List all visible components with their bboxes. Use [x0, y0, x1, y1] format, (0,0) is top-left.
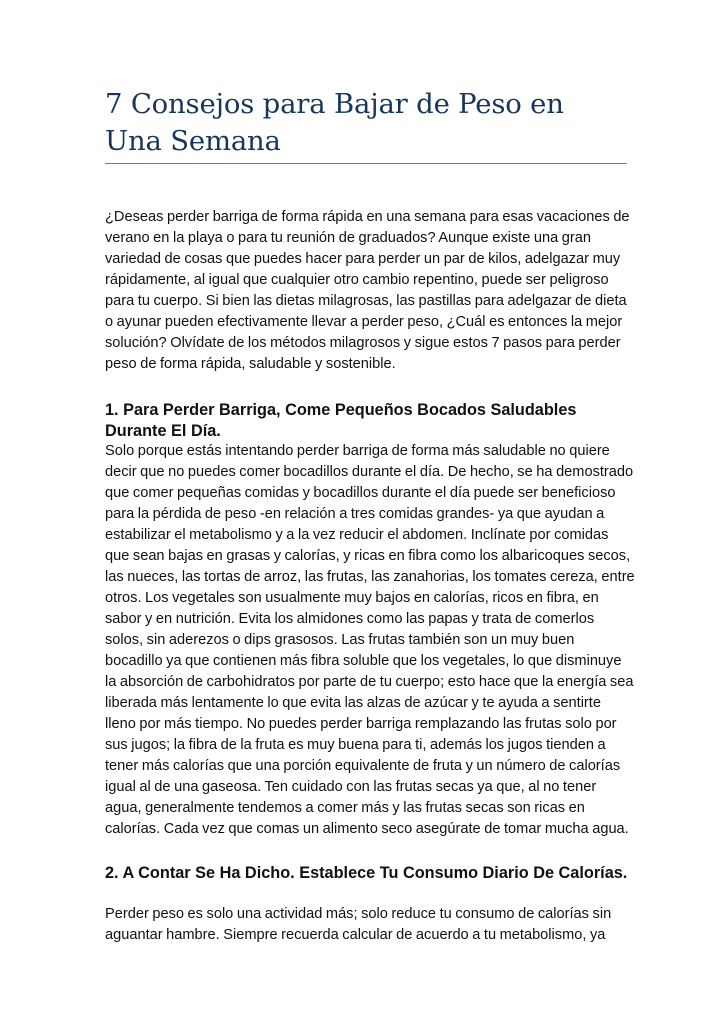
intro-paragraph: ¿Deseas perder barriga de forma rápida en una semana para esas vacaciones de verano en la playa o para tu reunión de graduados? Aunque existe una gran variedad de cosas que puedes hacer para perder un par de kilos, adelgazar muy rápidamente, al igual que cualquier otro cambio repentino, puede ser peligroso para tu cuerpo. Si bien las dietas milagrosas, las pastillas para adelgazar de dieta o ayunar pueden efectivamente llevar a perder peso, ¿Cuál es entonces la mejor solución? Olvídate de los métodos milagrosos y sigue estos 7 pasos para perder peso de forma rápida, saludable y sostenible. [105, 209, 630, 372]
section-2-heading: 2. A Contar Se Ha Dicho. Establece Tu Consumo Diario De Calorías. [105, 864, 628, 882]
document-title: 7 Consejos para Bajar de Peso en Una Semana [105, 88, 564, 157]
section-2-paragraph: Perder peso es solo una actividad más; solo reduce tu consumo de calorías sin aguantar hambre. Siempre recuerda calcular de acuerdo a tu metabolismo, ya [105, 906, 612, 943]
section-1-heading: 1. Para Perder Barriga, Come Pequeños Bocados Saludables Durante El Día. [105, 401, 577, 440]
section-1-paragraph: Solo porque estás intentando perder barriga de forma más saludable no quiere decir que no puedes comer bocadillos durante el día. De hecho, se ha demostrado que comer pequeñas comidas y bocadillos durante el día puede ser beneficioso para la pérdida de peso -en relación a tres comidas grandes- ya que ayudan a estabilizar el metabolismo y a la vez reducir el abdomen. Inclínate por comidas que sean bajas en grasas y calorías, y ricas en fibra como los albaricoques secos, las nueces, las tortas de arroz, las frutas, las zanahorias, los tomates cereza, entre otros. Los vegetales son usualmente muy bajos en calorías, ricos en fibra, en sabor y en nutrición. Evita los almidones como las papas y trata de comerlos solos, sin aderezos o dips grasosos. Las frutas también son un muy buen bocadillo ya que contienen más fibra soluble que los vegetales, lo que disminuye la absorción de carbohidratos por parte de tu cuerpo; esto hace que la energía sea liberada más lentamente lo que evita las alzas de azúcar y te ayuda a sentirte lleno por más tiempo. No puedes perder barriga remplazando las frutas solo por sus jugos; la fibra de la fruta es muy buena para ti, además los jugos tienden a tener más calorías que una porción equivalente de fruta y un número de calorías igual al de una gaseosa. Ten cuidado con las frutas secas ya que, al no tener agua, generalmente tendemos a comer más y las frutas secas son ricas en calorías. Cada vez que comas un alimento seco asegúrate de tomar mucha agua. [105, 443, 635, 837]
title-underline [105, 163, 627, 164]
